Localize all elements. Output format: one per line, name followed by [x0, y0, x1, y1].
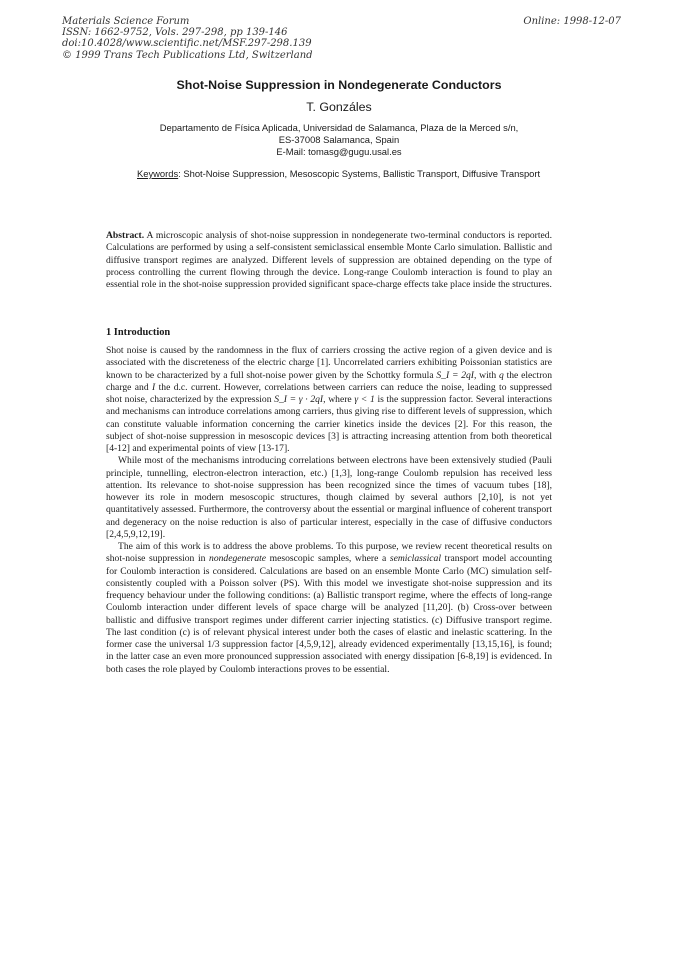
introduction-body [106, 345, 552, 676]
paragraph-1-text-e: , where [323, 394, 355, 405]
equation-schottky: S_I = 2qI [436, 369, 474, 381]
abstract-label: Abstract. [106, 230, 145, 241]
section-heading-introduction: 1 Introduction [106, 327, 171, 338]
paragraph-1-text-c: the electron charge and [106, 369, 552, 393]
keywords-list: : Shot-Noise Suppression, Mesoscopic Systems, Ballistic Transport, Diffusive Transport [178, 168, 541, 179]
paragraph-1-text-a: Shot noise is caused by the randomness in the flux of carriers crossing the active region of a given device and is associated with the discreteness of the electric charge [1]. Uncorrelated carriers exhibiting Poissonian statistics are known to be characterized by a full shot-noise power given by the Schottky formula [106, 345, 552, 381]
paragraph-3-text-c: transport model accounting for Coulomb interaction is considered. Calculations are based on an ensemble Monte Carlo (MC) simulation self-consistently coupled with a Poisson solver (PS). With this model we investigate shot-noise suppression and its frequency behaviour under the following conditions: (a) Ballistic transport regime, where the effects of long-range Coulomb interaction under different levels of space charge will be analyzed [11,20]. (b) Cross-over between ballistic and diffusive transport regimes under different carrier injecting statistics. (c) Diffusive transport regime. The last condition (c) is of relevant physical interest under both the cases of elastic and inelastic scattering. In the former case the universal 1/3 suppression factor [4,5,9,12], already evidenced experimentally [13,15,16], is found; in the latter case an even more pronounced suppression associated with energy dissipation [6-8,19] is evidenced. In both cases the role played by Coulomb interactions proves to be essential. [106, 553, 553, 675]
paper-author: T. Gonzáles [306, 100, 372, 114]
abstract-text: A microscopic analysis of shot-noise suppression in nondegenerate two-terminal conductors is reported. Calculations are performed by using a self-consistent semiclassical ensemble Monte Carlo simulation. Ballistic and diffusive transport regimes are analyzed. Different levels of suppression are obtained depending on the type of process controlling the current flowing through the device. Long-range Coulomb interaction is found to play an essential role in the shot-noise suppression provided significant space-charge effects take place inside the structures. [106, 230, 552, 291]
paper-title: Shot-Noise Suppression in Nondegenerate Conductors [176, 78, 502, 92]
affiliation-line-2: ES-37008 Salamanca, Spain [278, 134, 400, 146]
paragraph-1-text-f: is the suppression factor. Several interactions and mechanisms can introduce correlations among carriers, thus giving rise to different levels of suppression, which can constitute valuable information concerning the carrier kinetics inside the devices [2]. For this reason, the subject of shot-noise suppression in mesoscopic devices [3] is attracting increasing attention from both theoretical [4-12] and experimental points of view [13-17]. [106, 394, 553, 454]
copyright-line: © 1999 Trans Tech Publications Ltd, Switzerland [62, 49, 313, 61]
doi-line: doi:10.4028/www.scientific.net/MSF.297-298.139 [62, 38, 312, 50]
keywords [137, 168, 597, 179]
online-date: Online: 1998-12-07 [523, 16, 621, 27]
paragraph-3-text-a: The aim of this work is to address the above problems. To this purpose, we review recent theoretical results on shot-noise suppression in [106, 541, 552, 565]
paragraph-3-text-b: mesoscopic samples, where a [266, 553, 390, 565]
paragraph-1-text-b: , with [474, 369, 500, 381]
paragraph-1-text-d: the d.c. current. However, correlations between carriers can reduce the noise, leading to suppressed shot noise, characterized by the expression [106, 381, 552, 405]
paragraph-3 [106, 541, 552, 676]
equation-gamma: γ < 1 [354, 394, 375, 405]
author-email: E-Mail: tomasg@gugu.usal.es [276, 146, 402, 158]
paragraph-2: While most of the mechanisms introducing correlations between electrons have been extensively studied (Pauli principle, tunnelling, electron-electron interaction, etc.) [1,3], long-range Coulomb repulsion has received less attention. Its relevance to shot-noise suppression has been recognized since the times of vacuum tubes [18], however its role in modern mesoscopic structures, though claimed by several authors [2,10], is not yet quantitatively assessed. Furthermore, the controversy about the essential or marginal influence of coherent transport and degeneracy on the noise reduction is also of particular interest, especially in the case of diffusive conductors [2,4,5,9,12,19]. [106, 455, 552, 540]
issn-line: ISSN: 1662-9752, Vols. 297-298, pp 139-146 [62, 27, 288, 39]
journal-name: Materials Science Forum [62, 16, 190, 27]
affiliation [0, 122, 678, 159]
paragraph-1 [106, 345, 552, 455]
emphasis-nondegenerate: nondegenerate [209, 553, 267, 565]
abstract [106, 230, 552, 291]
affiliation-line-1: Departamento de Física Aplicada, Universidad de Salamanca, Plaza de la Merced s/n, [159, 122, 519, 133]
variable-i: I [152, 381, 156, 393]
equation-suppressed: S_I = γ · 2qI [274, 394, 324, 405]
emphasis-semiclassical: semiclassical [389, 553, 442, 565]
keywords-label: Keywords [137, 168, 179, 179]
variable-q: q [499, 369, 504, 381]
